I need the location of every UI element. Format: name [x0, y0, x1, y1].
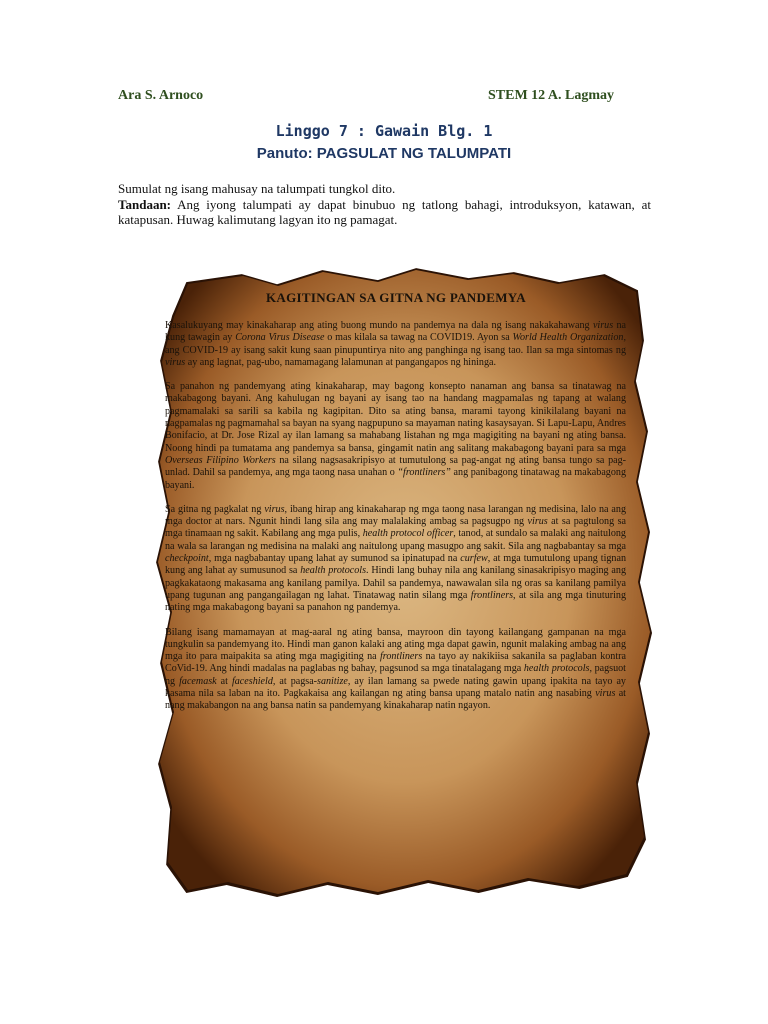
italic-term: frontliners	[470, 589, 514, 601]
activity-title: Linggo 7 : Gawain Blg. 1	[275, 122, 493, 140]
text-run: ang panibagong tinatawag na makabagong bayani.	[165, 467, 626, 491]
text-run: , mga nagbabantay upang lahat ay sumunod sa ipinatupad na	[208, 553, 461, 565]
text-run: ang COVID-19 ay isang sakit kung saan pinupuntirya nito ang panghinga ng isang tao. Ilan sa mga sintomas ng	[165, 344, 626, 356]
text-run: ay ang lagnat, pag-ubo, namamagang lalamunan at pangangapos ng hininga.	[185, 356, 497, 368]
italic-term: curfew	[460, 553, 488, 565]
text-run: na tayo ay nakikiisa sakanila sa paglaban kontra CoVid-19. Ang hindi madalas na paglabas ng bahay, pagsunod sa mga tinatalagang mga	[165, 651, 626, 675]
italic-term: frontliners	[380, 651, 423, 663]
text-run: at pagsa-	[275, 675, 318, 687]
section-label: STEM 12 A. Lagmay	[488, 88, 615, 103]
text-run: Bilang isang mamamayan at mag-aaral ng ating bansa, mayroon din tayong kailangang gampanan na mga tungkulin sa pandemyang ito. Hindi man ganon kalaki ang ating mga dapat gawin, ngunit malaking ambag na ang mga ito para maipakita sa ating mga magigiting na	[165, 626, 626, 663]
essay-paragraph	[165, 381, 626, 492]
italic-term: health protocol officer	[362, 528, 454, 540]
text-run: , at mga tumutulong upang tignan kung ang lahat ay sumusunod sa	[165, 553, 626, 577]
italic-term: Corona Virus Disease	[235, 332, 325, 344]
italic-term: World Health Organization,	[512, 332, 626, 344]
essay-paragraph	[165, 504, 626, 615]
instruction-title-text: : PAGSULAT NG TALUMPATI	[307, 145, 512, 162]
italic-term: Overseas Filipino Workers	[165, 454, 276, 466]
text-run: o mas kilala sa tawag na COVID19. Ayon sa	[324, 332, 513, 344]
text-run: ibang hirap ang kinakaharap ng mga taong nasa larangan ng medisina, lalo na ang mga doctor at nars. Ngunit hindi lang sila ang may malalaking ambag sa pagsugpo ng	[165, 503, 626, 528]
essay-body	[165, 320, 626, 725]
text-run: na silang nagsasakripisyo at tumutulong sa pag-angat ng ating bansa tungo sa pag-unlad. Dahil sa pandemya, ang mga taong nasa unahan o	[165, 454, 627, 479]
text-run: at nang makabangon na ang bansa natin sa pandemyang kinakaharap natin ngayon.	[165, 688, 626, 712]
text-run: at sa pagtulong sa mga tinamaan ng sakit. Kabilang ang mga pulis,	[165, 516, 626, 540]
italic-term: health protocols,	[523, 663, 592, 675]
italic-term: facemask	[179, 675, 217, 687]
text-run: na kung tawagin ay	[165, 320, 626, 344]
instruction-title	[0, 144, 768, 162]
text-run: , tanod, at sundalo sa malaki ang naitulong na wala sa larangan ng medisina na malaki ang naitulong upang masugpo ang sakit. Sila ang nagbabantay sa mga	[165, 528, 626, 552]
reminder-label: Tandaan:	[118, 197, 171, 212]
italic-term: checkpoint	[165, 553, 209, 565]
text-run: pagsuot ng	[165, 663, 626, 687]
reminder-text	[118, 197, 651, 227]
italic-term: virus	[592, 320, 614, 331]
italic-term: sanitize	[317, 675, 348, 687]
italic-term: “frontliners”	[397, 467, 451, 479]
instruction-title-label: Panuto	[256, 145, 308, 162]
essay-title: KAGITINGAN SA GITNA NG PANDEMYA	[266, 290, 526, 305]
text-run: Kasalukuyang may kinakaharap ang ating buong mundo na pandemya na dala ng isang nakakahawang	[165, 320, 593, 331]
instruction-line: Sumulat ng isang mahusay na talumpati tungkol dito.	[118, 181, 396, 196]
text-run: . Hindi lang buhay nila ang kanilang sinasakripisyo maging ang pagkakataong makasama ang kanilang pamilya. Dahil sa pandemya, nawawalan sila ng oras sa kanilang pamilya upang tugunan ang pangangailagan ng lahat. Tinatawag natin silang mga	[165, 565, 626, 601]
text-run: , at sila ang mga tinuturing nating mga makabagong bayani sa panahon ng pandemya.	[165, 589, 626, 614]
text-run: at	[216, 675, 232, 687]
text-run: Sa gitna ng pagkalat ng	[165, 503, 265, 515]
text-run: , ay ilan lamang sa pwede nating gawin upang ipakita na tayo ay kasama nila sa laban na ito. Pagkakaisa ang kailangan ng ating bansa upang matalo natin ang nasabing	[165, 675, 626, 700]
italic-term: virus	[527, 516, 548, 528]
italic-term: virus	[165, 356, 186, 368]
reminder-body: Ang iyong talumpati ay dapat binubuo ng tatlong bahagi, introduksyon, katawan, at katapusan. Huwag kalimutang lagyan ito ng pamagat.	[118, 197, 651, 227]
italic-term: virus	[595, 688, 616, 700]
essay-paragraph	[165, 627, 626, 713]
italic-term: health protocols	[300, 565, 367, 577]
essay-paragraph	[165, 320, 626, 369]
author-name: Ara S. Arnoco	[118, 88, 204, 103]
text-run: Sa panahon ng pandemyang ating kinakaharap, may bagong konsepto nanaman ang bansa sa tinatawag na makabagong bayani. Ang kahulugan ng bayani ay isang tao na handang magpamalas ng tapang at walang pagmamalaki sa sarili sa kabila ng kagipitan. Dito sa ating bansa, marami tayong kinikilalang bayani na nagpamalas ng pagmamahal sa bayan na syang nagpupuno sa mayaman nating kasaysayan. Si Lapu-Lapu, Andres Bonifacio, at Dr. Jose Rizal ay ilan lamang sa mahabang listahan ng mga magigiting na bayani ng ating bansa. Noong hindi pa tumatama ang pandemya sa bansa, gingamit natin ang salitang makabagong bayani para sa mga	[165, 381, 626, 454]
italic-term: virus,	[264, 503, 288, 515]
italic-term: faceshield,	[231, 675, 276, 687]
